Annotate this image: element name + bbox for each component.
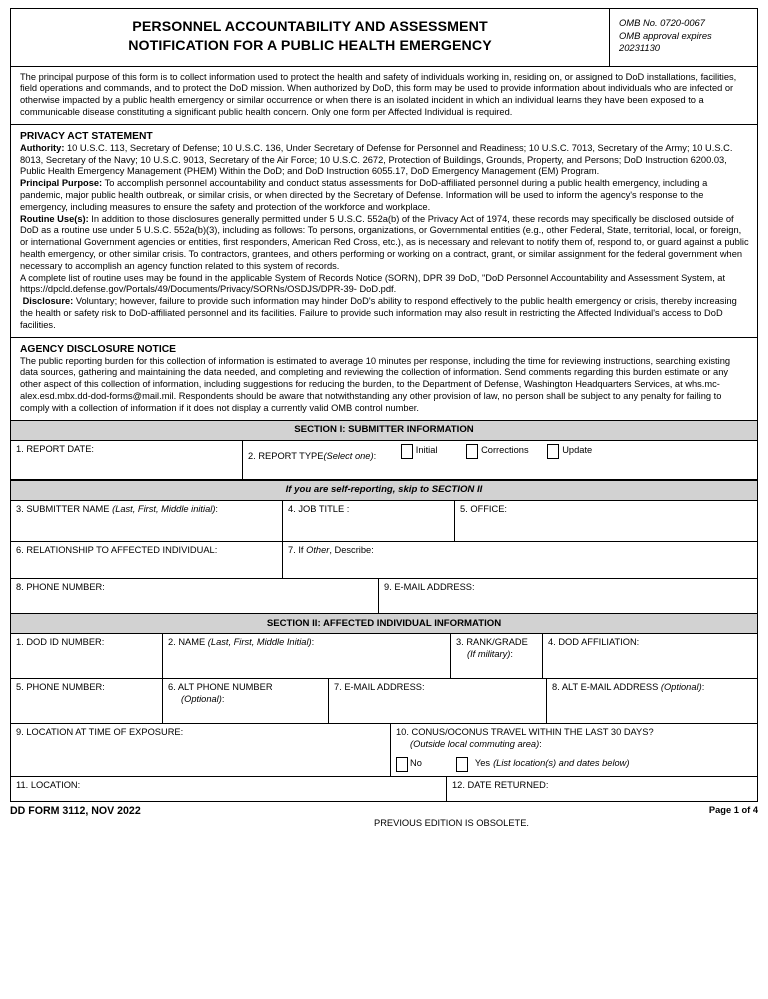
field-date-returned[interactable] [447, 777, 757, 801]
alt-phone-label: 6. ALT PHONE NUMBER [168, 682, 273, 693]
principal-purpose-label: Principal Purpose: [20, 178, 103, 189]
field-alt-phone[interactable] [163, 679, 329, 723]
alt-phone-colon: : [221, 693, 225, 704]
omb-expires-label: OMB approval expires [619, 29, 712, 41]
checkbox-initial[interactable] [401, 444, 413, 459]
travel-colon: : [539, 738, 542, 749]
disclosure-text: Voluntary; however, failure to provide such information may hinder DoD's ability to respond effectively to the public health emergency or crisis, thereby increasing the health or safety risk to DoD-affiliated personnel and its facilities. Failure to provide such information may also result in restricting the Affected Individual's access to DoD facilities. [20, 296, 737, 330]
affected-name-hint: (Last, First, Middle Initial) [207, 637, 312, 648]
field-submitter-email[interactable] [379, 579, 757, 613]
rank-grade-hint: (If military) [467, 648, 511, 659]
submitter-name-hint: (Last, First, Middle initial) [112, 504, 216, 515]
checkbox-initial-label: Initial [415, 445, 438, 456]
field-travel-question [391, 724, 757, 776]
submitter-phone-label: 8. PHONE NUMBER: [16, 582, 105, 593]
if-other-italic: Other [306, 545, 330, 556]
section2-row-4 [11, 777, 757, 801]
alt-email-colon: : [701, 682, 705, 693]
checkbox-update-label: Update [562, 445, 593, 456]
affected-name-label: 2. NAME [168, 637, 206, 648]
sorn-paragraph: A complete list of routine uses may be found in the applicable System of Records Notice (SORN), DPR 39 DoD, "DoD Personnel Accountability and Assessment System, at https://dpcld.defense.gov/Portals/49/Documents/Privacy/SORNs/OSDJS/DPR-39- DoD.pdf. [20, 272, 726, 295]
omb-number: OMB No. 0720-0067 [619, 17, 705, 28]
field-report-date[interactable] [11, 441, 243, 479]
field-location-exposure[interactable] [11, 724, 391, 776]
travel-options [396, 757, 754, 772]
field-affected-phone[interactable] [11, 679, 163, 723]
checkbox-update[interactable] [547, 444, 559, 459]
rank-grade-label: 3. RANK/GRADE [456, 637, 528, 648]
principal-purpose-paragraph [20, 178, 749, 213]
disclosure-paragraph [20, 296, 749, 331]
omb-box [609, 9, 757, 66]
section1-banner: SECTION I: SUBMITTER INFORMATION [11, 420, 757, 441]
job-title-label: 4. JOB TITLE : [288, 504, 350, 515]
checkbox-corrections[interactable] [466, 444, 478, 459]
travel-label: 10. CONUS/OCONUS TRAVEL WITHIN THE LAST 30 DAYS? [396, 727, 654, 738]
field-alt-email[interactable] [547, 679, 757, 723]
field-if-other-describe[interactable] [283, 542, 757, 578]
previous-edition-notice: PREVIOUS EDITION IS OBSOLETE. [374, 818, 529, 829]
field-office[interactable] [455, 501, 757, 541]
section2-row-1 [11, 634, 757, 679]
page-number: Page 1 of 4 [708, 805, 758, 816]
routine-uses-text: In addition to those disclosures generally permitted under 5 U.S.C. 552a(b) of the Privacy Act of 1974, these records may specifically be disclosed outside of DoD as a routine use under 5 U.S.C. 552a(b)(3), including as follows: To persons, organizations, or Governmental entities (e.g., other Federal, State, territorial, local, or foreign, or international Government agencies or entities, first responders, American Red Cross, etc.), as is necessary and relevant to notify them of, respond to, or guard against a public health emergency, or other similar crisis. To contractors, grantees, and others performing or working on a contract, grant, or similar assignment for the federal government when necessary to accomplish an agency function related to this system of records. [20, 213, 749, 271]
field-rank-grade[interactable] [451, 634, 543, 678]
alt-phone-hint: (Optional) [181, 693, 222, 704]
submitter-name-colon: : [215, 504, 219, 515]
field-affected-name[interactable] [163, 634, 451, 678]
section1-subbanner: If you are self-reporting, skip to SECTION II [11, 480, 757, 501]
agency-disclosure-text: The public reporting burden for this collection of information is estimated to average 10 minutes per response, including the time for reviewing instructions, searching existing data sources, gathering and maintaining the data needed, and completing and reviewing the collection of information. Send comments regarding this burden estimate or any other aspect of this collection of information, including suggestions for reducing the burden, to the Department of Defense, Washington Headquarters Services, at whs.mc-alex.esd.mbx.dd-dod-forms@mail.mil. Respondents should be aware that notwithstanding any other provision of law, no person shall be subject to any penalty for failing to comply with a collection of information if it does not display a currently valid OMB control number. [20, 355, 731, 413]
disclosure-label: Disclosure: [22, 296, 74, 307]
authority-paragraph [20, 143, 749, 178]
travel-yes-hint: (List location(s) and dates below) [493, 758, 630, 769]
principal-purpose-text: To accomplish personnel accountability and conduct status assessments for DoD-affiliated personnel during a public health emergency, including a pandemic, major public health outbreak, or similar crisis, or when directed by the Secretary of Defense. Information will be used to inform the agency's response to the emergency, including measures to ensure the safety and protection of the workforce and workplace. [20, 178, 708, 212]
checkbox-travel-yes-label: Yes [474, 758, 491, 769]
affected-email-label: 7. E-MAIL ADDRESS: [334, 682, 425, 693]
form-title [11, 9, 609, 66]
alt-email-label: 8. ALT E-MAIL ADDRESS [552, 682, 659, 693]
agency-disclosure-heading: AGENCY DISCLOSURE NOTICE [20, 343, 176, 355]
form-title-line2: NOTIFICATION FOR A PUBLIC HEALTH EMERGENCY [128, 38, 492, 55]
rank-grade-colon: : [510, 648, 513, 659]
field-affected-email[interactable] [329, 679, 547, 723]
section1-row-2 [11, 501, 757, 542]
location-label: 11. LOCATION: [16, 780, 81, 791]
checkbox-travel-no-label: No [410, 758, 422, 769]
report-date-label: 1. REPORT DATE: [16, 443, 95, 454]
if-other-suffix: , Describe: [329, 545, 374, 556]
field-location[interactable] [11, 777, 447, 801]
travel-hint: (Outside local commuting area) [410, 738, 540, 749]
purpose-text: The principal purpose of this form is to collect information used to protect the health and safety of individuals working in, residing on, or assigned to DoD installations, facilities, field operations and commands, and to protect the DoD mission. When authorized by DoD, this form may be used to provide information about individuals who are infected or otherwise impacted by a public health emergency or similar occurrence or when there is an isolated incident in which an individual learns they have been exposed to a communicable disease constituting a significant public health concern. Only one form per Affected Individual is required. [20, 71, 737, 118]
report-type-label: 2. REPORT TYPE [248, 450, 324, 461]
routine-uses-label: Routine Use(s): [20, 213, 89, 224]
checkbox-travel-no[interactable] [396, 757, 408, 772]
authority-text: 10 U.S.C. 113, Secretary of Defense; 10 U.S.C. 136, Under Secretary of Defense for Personnel and Readiness; 10 U.S.C. 7013, Secretary of the Army; 10 U.S.C. 8013, Secretary of the Navy; 10 U.S.C. 9013, Secretary of the Air Force; 10 U.S.C. 2672, Protection of Buildings, Grounds, Property, and Persons; DoD Instruction 6200.03, Public Health Emergency Management (PHEM) Within the DoD; and DoD Instruction 6055.17, DoD Emergency Management (EM) Program. [20, 142, 733, 177]
field-relationship[interactable] [11, 542, 283, 578]
report-type-option-initial[interactable] [401, 444, 438, 459]
section1-row-3 [11, 542, 757, 579]
principal-purpose-block [11, 67, 757, 125]
form-header [11, 9, 757, 67]
location-exposure-label: 9. LOCATION AT TIME OF EXPOSURE: [16, 727, 184, 738]
dod-affiliation-label: 4. DOD AFFILIATION: [548, 637, 640, 648]
form-frame [10, 8, 758, 802]
affected-phone-label: 5. PHONE NUMBER: [16, 682, 105, 693]
relationship-label: 6. RELATIONSHIP TO AFFECTED INDIVIDUAL: [16, 545, 218, 556]
authority-label: Authority: [20, 142, 65, 153]
field-dod-affiliation[interactable] [543, 634, 757, 678]
dod-id-label: 1. DOD ID NUMBER: [16, 637, 105, 648]
field-submitter-phone[interactable] [11, 579, 379, 613]
field-submitter-name[interactable] [11, 501, 283, 541]
submitter-email-label: 9. E-MAIL ADDRESS: [384, 582, 475, 593]
checkbox-corrections-label: Corrections [481, 445, 529, 456]
routine-uses-paragraph [20, 214, 749, 273]
omb-expires-date: 20231130 [619, 42, 661, 54]
privacy-act-heading: PRIVACY ACT STATEMENT [20, 130, 153, 142]
section1-row-4 [11, 579, 757, 613]
agency-disclosure-block [11, 338, 757, 420]
date-returned-label: 12. DATE RETURNED: [452, 780, 549, 791]
office-label: 5. OFFICE: [460, 504, 508, 515]
checkbox-travel-yes[interactable] [456, 757, 468, 772]
form-title-line1: PERSONNEL ACCOUNTABILITY AND ASSESSMENT [132, 19, 488, 35]
form-footer [10, 805, 758, 830]
section2-row-2 [11, 679, 757, 724]
field-job-title[interactable] [283, 501, 455, 541]
affected-name-colon: : [311, 637, 315, 648]
if-other-prefix: 7. If [288, 545, 307, 556]
section2-banner: SECTION II: AFFECTED INDIVIDUAL INFORMATION [11, 613, 757, 634]
section2-row-3 [11, 724, 757, 777]
report-type-hint: (Select one) [323, 450, 374, 461]
report-type-option-update[interactable] [547, 444, 592, 459]
report-type-colon: : [373, 450, 377, 461]
alt-email-hint: (Optional) [660, 682, 702, 693]
field-dod-id[interactable] [11, 634, 163, 678]
field-report-type [243, 441, 757, 479]
report-type-option-corrections[interactable] [466, 444, 529, 459]
submitter-name-label: 3. SUBMITTER NAME [16, 504, 110, 515]
section1-row-1 [11, 441, 757, 480]
privacy-act-block [11, 125, 757, 338]
form-id: DD FORM 3112, NOV 2022 [10, 805, 141, 818]
